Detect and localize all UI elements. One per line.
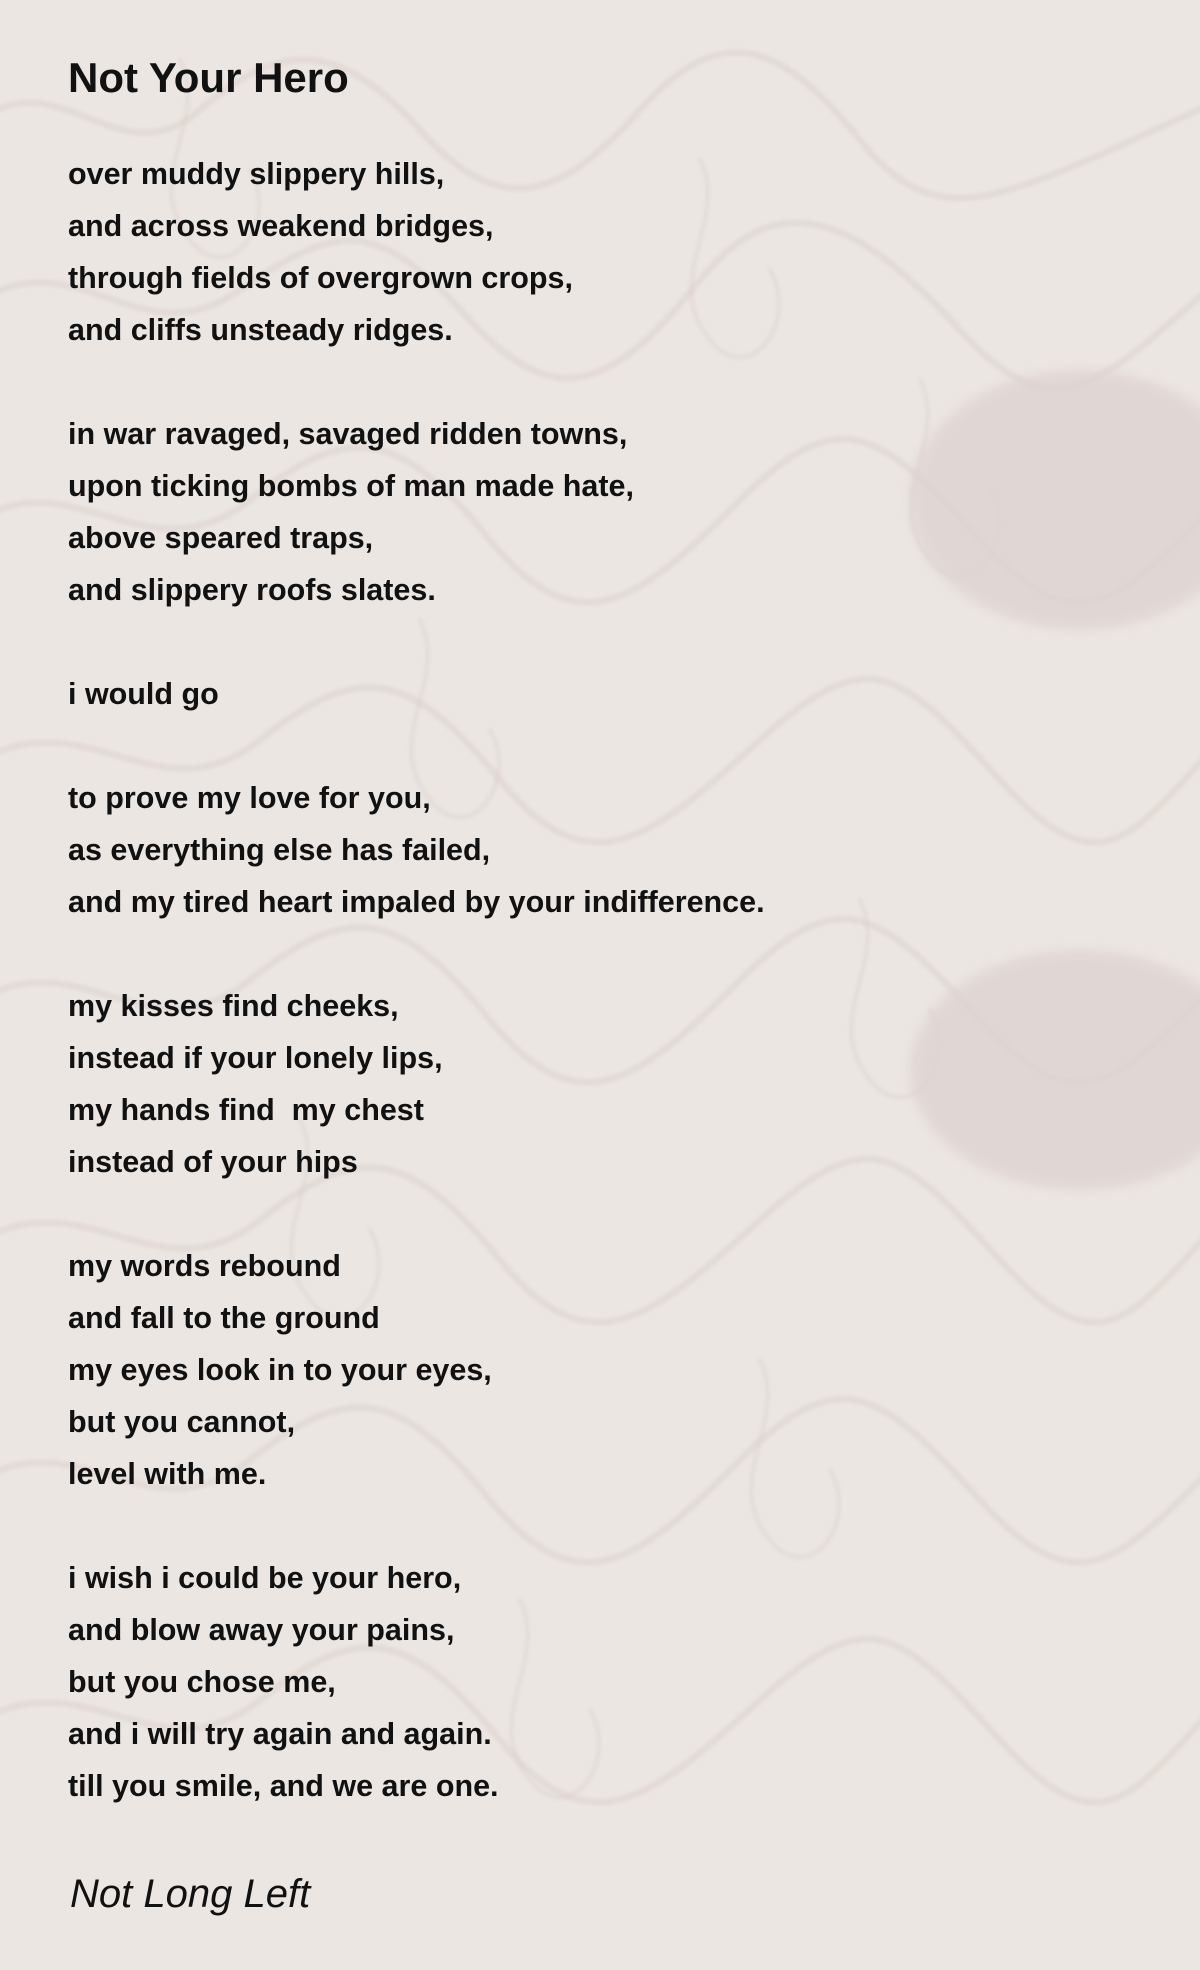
poem-line: and cliffs unsteady ridges. [68,313,453,347]
poem-body [68,148,1148,1864]
poem-title: Not Your Hero [68,54,349,101]
poem-line: level with me. [68,1457,267,1491]
stanza [68,1240,1148,1500]
stanza [68,668,1148,720]
poem-line: upon ticking bombs of man made hate, [68,469,634,503]
poem-line: and slippery roofs slates. [68,573,436,607]
stanza [68,408,1148,616]
poem-line: my hands find my chest [68,1093,424,1127]
poem-line: as everything else has failed, [68,833,491,867]
poem-line: and blow away your pains, [68,1613,455,1647]
poem-line: and across weakend bridges, [68,209,494,243]
poem-line: over muddy slippery hills, [68,157,445,191]
poem-author: Not Long Left [70,1872,311,1916]
poem-line: and my tired heart impaled by your indifference. [68,885,765,919]
poem-line: i would go [68,677,219,711]
poem-line: but you cannot, [68,1405,296,1439]
poem-line: my kisses find cheeks, [68,989,399,1023]
poem-line: instead if your lonely lips, [68,1041,443,1075]
poem-line: but you chose me, [68,1665,336,1699]
poem-line: above speared traps, [68,521,374,555]
poem-line: instead of your hips [68,1145,358,1179]
poem-line: and i will try again and again. [68,1717,492,1751]
poem-line: to prove my love for you, [68,781,431,815]
poem-line: my eyes look in to your eyes, [68,1353,492,1387]
stanza [68,772,1148,928]
poem-line: i wish i could be your hero, [68,1561,462,1595]
stanza [68,980,1148,1188]
poem-line: my words rebound [68,1249,341,1283]
poem-line: till you smile, and we are one. [68,1769,499,1803]
stanza [68,148,1148,356]
poem-line: in war ravaged, savaged ridden towns, [68,417,628,451]
stanza [68,1552,1148,1812]
poem-line: and fall to the ground [68,1301,380,1335]
poem-line: through fields of overgrown crops, [68,261,573,295]
